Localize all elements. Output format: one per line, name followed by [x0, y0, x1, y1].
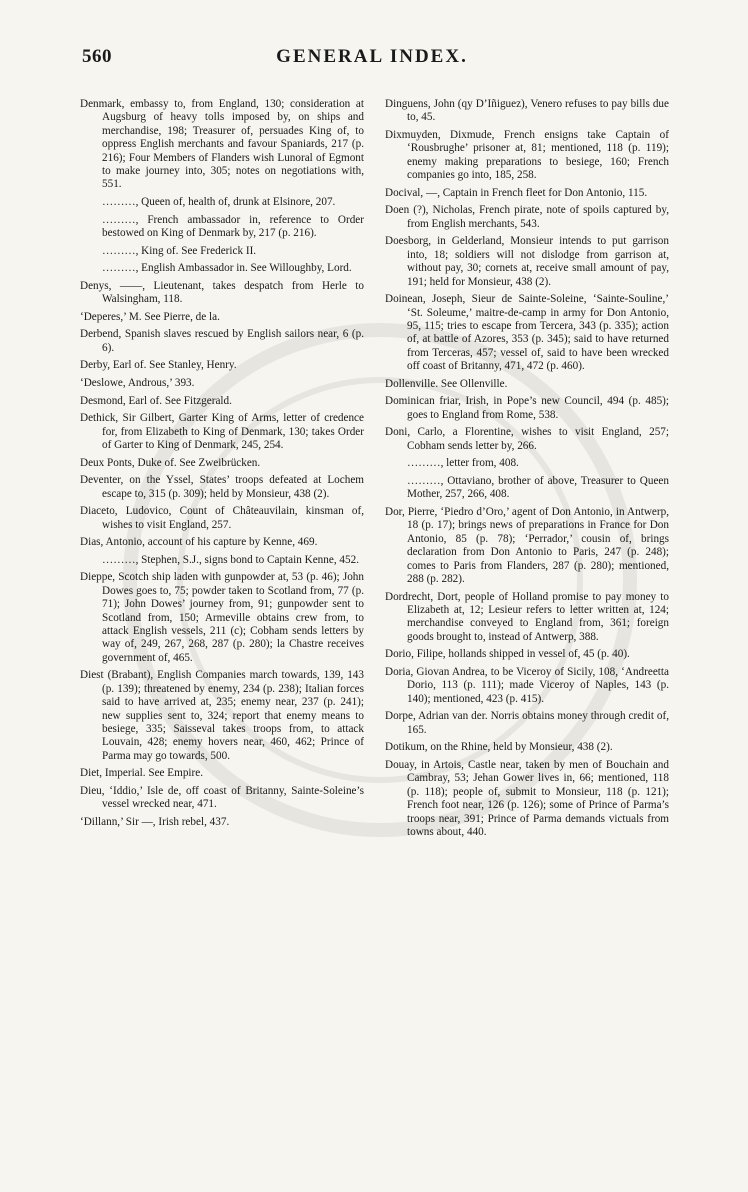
index-entry: Dinguens, John (qy D’Iñiguez), Venero refuses to pay bills due to, 45.	[385, 98, 669, 124]
index-entry: Dieppe, Scotch ship laden with gunpowder at, 53 (p. 46); John Dowes goes to, 75; powder taken to Scotland from, 77 (p. 71); John Dowes’ journey from, 91; gunpowder sent to Scotland from, 150; Armeville obtains crew from, to attack English vessels, 211 (c); Cobham sends letters by way of, 249, 267, 268, 287 (p. 280); la Chastre receives government of, 465.	[80, 571, 364, 664]
index-entry: Desmond, Earl of. See Fitzgerald.	[80, 394, 232, 407]
index-subentry: ………, King of. See Frederick II.	[102, 244, 257, 257]
left-column	[80, 98, 364, 834]
index-subentry: ………, French ambassador in, reference to Order bestowed on King of Denmark by, 217 (p. 216).	[102, 213, 364, 240]
index-entry: Diet, Imperial. See Empire.	[80, 767, 204, 780]
index-entry: Dordrecht, Dort, people of Holland promise to pay money to Elizabeth at, 12; Lesieur refers to letter written at, 124; merchandise conveyed to England from, 361; foreign goods brought to, instead of Antwerp, 388.	[385, 590, 669, 643]
index-entry: Dollenville. See Ollenville.	[385, 377, 508, 390]
index-entry: Derbend, Spanish slaves rescued by English sailors near, 6 (p. 6).	[80, 328, 364, 354]
index-subentry: ………, Ottaviano, brother of above, Treasurer to Queen Mother, 257, 266, 408.	[407, 475, 669, 501]
index-entry: Dethick, Sir Gilbert, Garter King of Arms, letter of credence for, from Elizabeth to King of Denmark, 130; takes Order of Garter to King of Denmark, 245, 254.	[80, 412, 364, 451]
index-entry: Derby, Earl of. See Stanley, Henry.	[80, 359, 237, 372]
index-entry: Deux Ponts, Duke of. See Zweibrücken.	[80, 456, 261, 469]
index-entry: ‘Deslowe, Androus,’ 393.	[80, 377, 195, 389]
index-entry: Diaceto, Ludovico, Count of Châteauvilain, kinsman of, wishes to visit England, 257.	[80, 505, 364, 531]
index-subentry: ………, Queen of, health of, drunk at Elsinore, 207.	[102, 196, 336, 209]
index-entry: Diest (Brabant), English Companies march towards, 139, 143 (p. 139); threatened by enemy, 234 (p. 238); Italian forces said to have arrived at, 235; enemy near, 237 (p. 241); new supplies sent to, 324; report that enemy means to besiege, 335; Saisseval takes troops from, to attack Louvain, 428; enemy hovers near, 460, 462; Prince of Parma may go towards, 500.	[80, 669, 364, 762]
index-subentry: ………, Stephen, S.J., signs bond to Captain Kenne, 452.	[102, 553, 359, 566]
index-entry: Dorpe, Adrian van der. Norris obtains money through credit of, 165.	[385, 710, 669, 736]
index-entry: Dor, Pierre, ‘Piedro d’Oro,’ agent of Don Antonio, in Antwerp, 18 (p. 17); brings news of preparations in France for Don Antonio, 85 (p. 78); ‘Perrador,’ cousin of, brings declaration from Don Antonio to Paris, 247 (p. 248); comes to Paris from Flanders, 287 (p. 280); mentioned, 288 (p. 282).	[385, 506, 669, 586]
index-entry: Dominican friar, Irish, in Pope’s new Council, 494 (p. 485); goes to England from Rome, 538.	[385, 395, 669, 421]
index-entry: ‘Dillann,’ Sir —, Irish rebel, 437.	[80, 816, 230, 829]
page-number: 560	[82, 46, 112, 67]
index-subentry: ………, letter from, 408.	[407, 457, 519, 470]
index-entry: Dieu, ‘Iddio,’ Isle de, off coast of Britanny, Sainte-Soleine’s vessel wrecked near, 471.	[80, 785, 364, 811]
index-entry: Denys, ——, Lieutenant, takes despatch from Herle to Walsingham, 118.	[80, 279, 364, 306]
index-entry: Douay, in Artois, Castle near, taken by men of Bouchain and Cambray, 53; Jehan Gower lives in, 66; mentioned, 118 (p. 118); people of, submit to Monsieur, 118 (p. 121); French foot near, 126 (p. 126); some of Prince of Parma’s troops near, 391; Prince of Parma demands victuals from towns about, 440.	[385, 759, 669, 839]
index-entry: Doesborg, in Gelderland, Monsieur intends to put garrison into, 18; soldiers will not dislodge from garrison at, without pay, 30; cornets at, receive small amount of pay, 191; held for Monsieur, 438 (2).	[385, 235, 669, 288]
running-head: GENERAL INDEX.	[276, 46, 468, 67]
index-entry: Doni, Carlo, a Florentine, wishes to visit England, 257; Cobham sends letter by, 266.	[385, 426, 669, 452]
index-entry: Docival, —, Captain in French fleet for Don Antonio, 115.	[385, 186, 648, 199]
index-entry: Doinean, Joseph, Sieur de Sainte-Soleine, ‘Sainte-Souline,’ ‘St. Soleume,’ maitre-de-camp in army for Don Antonio, 95, 115; tries to escape from Tercera, 343 (p. 335); action of, at battle of Azores, 353 (p. 345); said to have returned from Terceras, 457; vessel of, said to have been wrecked off coast of Britanny, 471, 472 (p. 460).	[385, 293, 669, 373]
index-entry: Deventer, on the Yssel, States’ troops defeated at Lochem escape to, 315 (p. 309); held by Monsieur, 438 (2).	[80, 474, 364, 500]
right-column	[385, 98, 669, 844]
index-entry: ‘Deperes,’ M. See Pierre, de la.	[80, 310, 220, 323]
index-entry: Doen (?), Nicholas, French pirate, note of spoils captured by, from English merchants, 543.	[385, 204, 669, 230]
index-entry: Denmark, embassy to, from England, 130; consideration at Augsburg of heavy tolls imposed by, on ships and merchandise, 198; Treasurer of, persuades King of, to oppress English merchants and favour Spaniards, 217 (p. 216); Four Members of Flanders wish Lunoral of Egmont to make journey into, 305; notes on negotiations with, 551.	[80, 98, 364, 191]
index-entry: Doria, Giovan Andrea, to be Viceroy of Sicily, 108, ‘Andreetta Dorio, 113 (p. 111); made Viceroy of Naples, 143 (p. 140); mentioned, 423 (p. 415).	[385, 666, 669, 705]
index-entry: Dixmuyden, Dixmude, French ensigns take Captain of ‘Rousbrughe’ prisoner at, 81; mentioned, 118 (p. 119); enemy making preparations to besiege, 160; French companies go into, 185, 258.	[385, 129, 669, 182]
index-entry: Dotikum, on the Rhine, held by Monsieur, 438 (2).	[385, 741, 613, 754]
index-subentry: ………, English Ambassador in. See Willoughby, Lord.	[102, 262, 352, 275]
page-header	[82, 46, 662, 76]
index-entry: Dias, Antonio, account of his capture by Kenne, 469.	[80, 536, 318, 549]
index-entry: Dorio, Filipe, hollands shipped in vessel of, 45 (p. 40).	[385, 648, 630, 661]
